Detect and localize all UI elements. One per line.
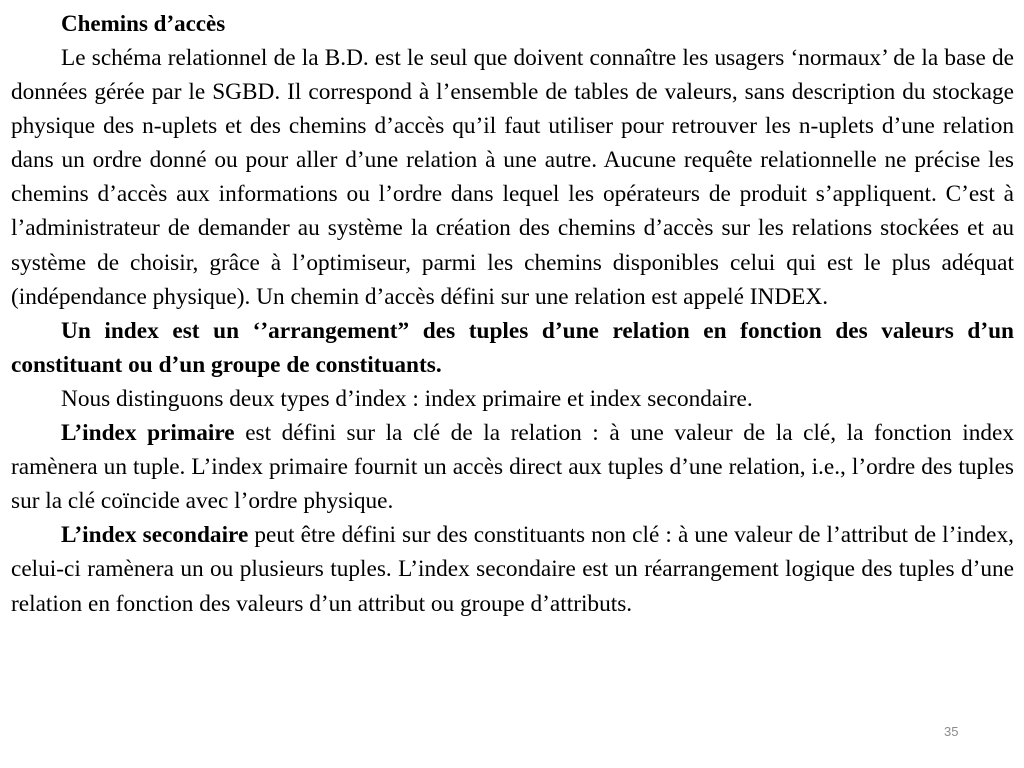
paragraph-index-types: Nous distinguons deux types d’index : index primaire et index secondaire. — [61, 385, 753, 412]
page-number: 35 — [944, 724, 959, 739]
primary-index-term: L’index primaire — [61, 420, 235, 447]
section-heading: Chemins d’accès — [61, 11, 226, 36]
slide-content — [11, 7, 1014, 621]
paragraph-index-definition: Un index est un ‘’arrangement” des tuples d’une relation en fonction des valeurs d’un constituant ou d’un groupe de constituants. — [11, 317, 1014, 378]
paragraph-primary-index — [11, 416, 1014, 518]
paragraph-relational-schema: Le schéma relationnel de la B.D. est le seul que doivent connaître les usagers ‘normaux’ de la base de données gérée par le SGBD. Il correspond à l’ensemble de tables de valeurs, sans description du stockage physique des n-uplets et des chemins d’accès qu’il faut utiliser pour retrouver les n-uplets d’une relation dans un ordre donné ou pour aller d’une relation à une autre. Aucune requête relationnelle ne précise les chemins d’accès aux informations ou l’ordre dans lequel les opérateurs de produit s’appliquent. C’est à l’administrateur de demander au système la création des chemins d’accès sur les relations stockées et au système de choisir, grâce à l’optimiseur, parmi les chemins disponibles celui qui est le plus adéquat (indépendance physique). Un chemin d’accès défini sur une relation est appelé INDEX. — [11, 45, 1014, 310]
secondary-index-text: peut être défini sur des constituants non clé : à une valeur de l’attribut de l’index, celui-ci ramènera un ou plusieurs tuples. L’index secondaire est un réarrangement logique des tuples d’une relation en fonction des valeurs d’un attribut ou groupe d’attributs. — [11, 522, 1014, 617]
primary-index-text: est défini sur la clé de la relation : à une valeur de la clé, la fonction index ramènera un tuple. L’index primaire fournit un accès direct aux tuples d’une relation, i.e., l’ordre des tuples sur la clé coïncide avec l’ordre physique. — [11, 420, 1014, 515]
paragraph-secondary-index — [11, 518, 1014, 620]
secondary-index-term: L’index secondaire — [61, 522, 249, 549]
